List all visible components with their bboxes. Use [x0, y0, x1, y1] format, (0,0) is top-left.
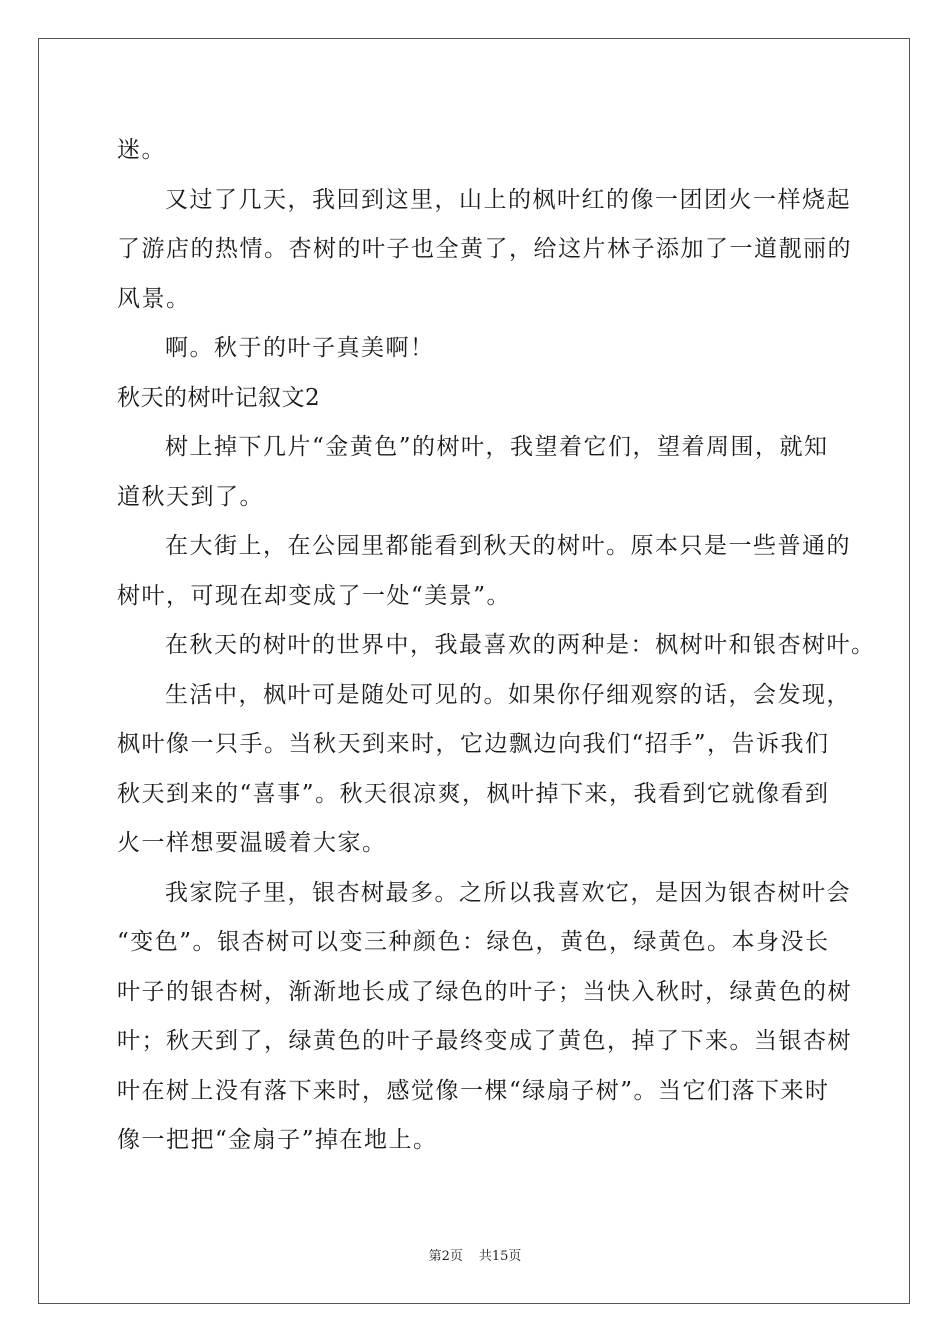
text-line: 道秋天到了。 [117, 483, 264, 510]
text-line: 秋天到来的“喜事”。秋天很凉爽，枫叶掉下来，我看到它就像看到 [117, 780, 830, 807]
paragraph-start: 啊。秋于的叶子真美啊！ [165, 335, 435, 361]
text-line: 枫叶像一只手。当秋天到来时，它边飘边向我们“招手”，告诉我们 [117, 731, 830, 757]
page-footer [0, 1245, 950, 1264]
current-page-number: 第2页 [428, 1249, 463, 1264]
text-line: 迷。 [117, 137, 166, 163]
text-line: 叶子的银杏树，渐渐地长成了绿色的叶子；当快入秋时，绿黄色的树 [117, 978, 852, 1005]
text-line: 了游店的热情。杏树的叶子也全黄了，给这片林子添加了一道靓丽的 [117, 236, 852, 262]
paragraph-start: 树上掉下几片“金黄色”的树叶，我望着它们，望着周围，就知 [165, 434, 829, 460]
paragraph-start: 我家院子里，银杏树最多。之所以我喜欢它，是因为银杏树叶会 [165, 879, 851, 906]
paragraph-start: 又过了几天，我回到这里，山上的枫叶红的像一团团火一样烧起 [165, 186, 851, 213]
text-line: 叶在树上没有落下来时，感觉像一棵“绿扇子树”。当它们落下来时 [117, 1077, 830, 1104]
text-line: 火一样想要温暖着大家。 [117, 830, 387, 856]
document-body [117, 126, 876, 1166]
paragraph-start: 在秋天的树叶的世界中，我最喜欢的两种是：枫树叶和银杏树叶。 [165, 632, 876, 658]
text-line: “变色”。银杏树可以变三种颜色：绿色，黄色，绿黄色。本身没长 [117, 929, 830, 955]
total-pages: 共15页 [478, 1249, 522, 1264]
text-line: 风景。 [117, 285, 191, 312]
text-line: 叶；秋天到了，绿黄色的叶子最终变成了黄色，掉了下来。当银杏树 [117, 1028, 852, 1054]
section-heading: 秋天的树叶记叙文2 [117, 384, 321, 411]
paragraph-start: 在大街上，在公园里都能看到秋天的树叶。原本只是一些普通的 [165, 533, 851, 559]
text-line: 树叶，可现在却变成了一处“美景”。 [117, 582, 512, 609]
paragraph-start: 生活中，枫叶可是随处可见的。如果你仔细观察的话，会发现， [165, 681, 851, 708]
text-line: 像一把把“金扇子”掉在地上。 [117, 1127, 438, 1153]
